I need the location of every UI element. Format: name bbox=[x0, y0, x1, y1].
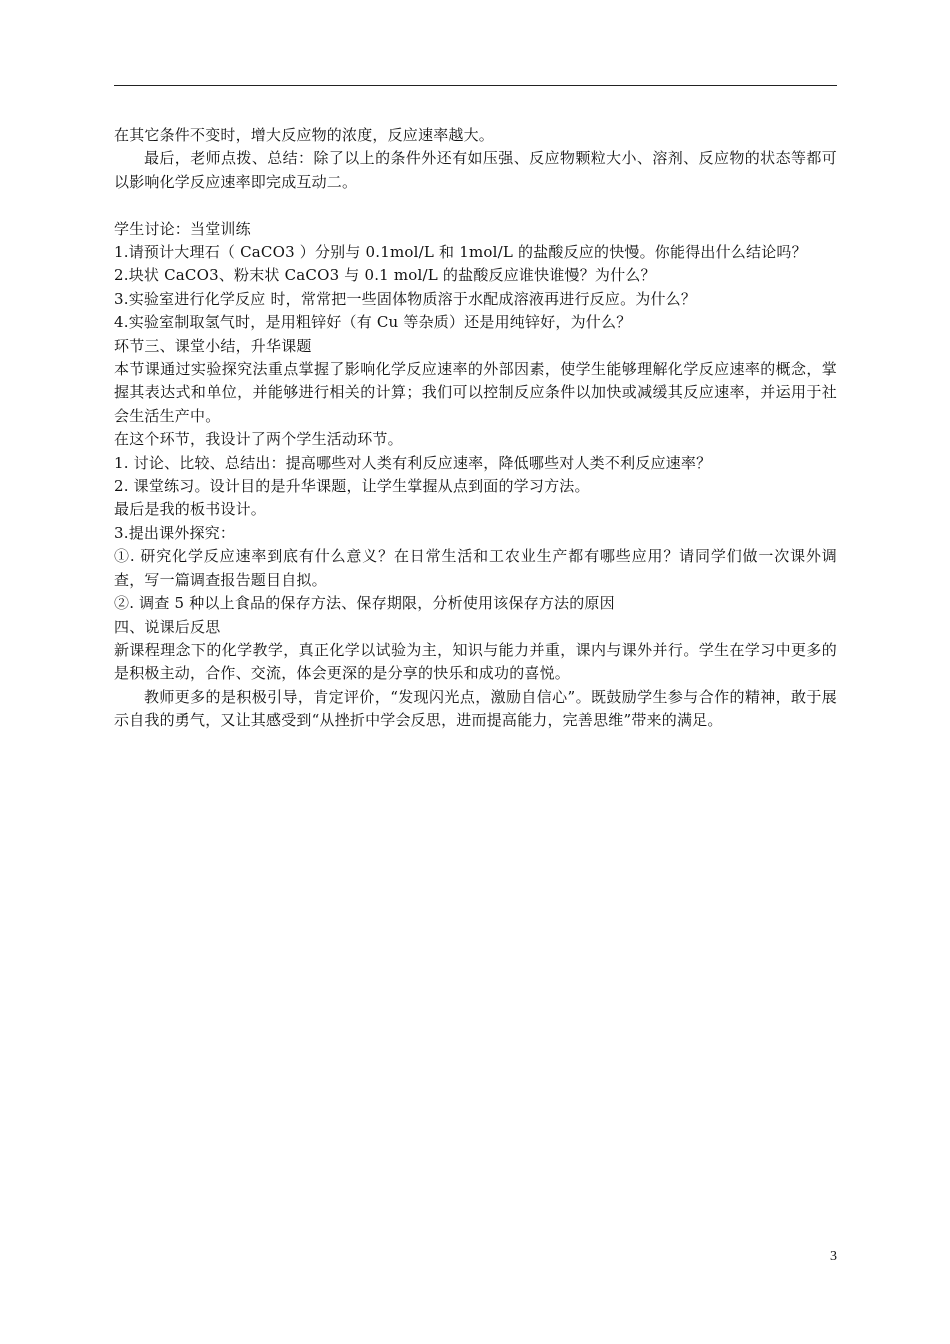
paragraph-conclusion: 在其它条件不变时，增大反应物的浓度，反应速率越大。 bbox=[114, 126, 495, 144]
paragraph-activities-intro: 在这个环节，我设计了两个学生活动环节。 bbox=[114, 430, 403, 449]
exercise-question-4: 4.实验室制取氢气时，是用粗锌好（有 Cu 等杂质）还是用纯锌好，为什么？ bbox=[114, 313, 632, 332]
blank-line bbox=[114, 194, 837, 217]
extracurricular-item-2: ②. 调查 5 种以上食品的保存方法、保存期限，分析使用该保存方法的原因 bbox=[114, 594, 615, 613]
paragraph-lesson-summary: 本节课通过实验探究法重点掌握了影响化学反应速率的外部因素，使学生能够理解化学反应速率的概念，掌握其表达式和单位，并能够进行相关的计算；我们可以控制反应条件以加快或减缓其反应速率，并运用于社会生活生产中。 bbox=[114, 360, 837, 425]
activity-item-1: 1. 讨论、比较、总结出：提高哪些对人类有利反应速率，降低哪些对人类不利反应速率？ bbox=[114, 453, 712, 472]
extracurricular-item-1: ①. 研究化学反应速率到底有什么意义？在日常生活和工农业生产都有哪些应用？请同学们做一次课外调查，写一篇调查报告题目自拟。 bbox=[114, 547, 837, 589]
paragraph-discussion-heading: 学生讨论：当堂训练 bbox=[114, 219, 251, 238]
paragraph-extracurricular-heading: 3.提出课外探究： bbox=[114, 523, 236, 542]
document-body bbox=[114, 124, 837, 733]
header-rule bbox=[114, 85, 837, 86]
paragraph-reflection-1: 新课程理念下的化学教学，真正化学以试验为主，知识与能力并重，课内与课外并行。学生在学习中更多的是积极主动，合作、交流，体会更深的是分享的快乐和成功的喜悦。 bbox=[114, 640, 837, 683]
paragraph-reflection-2: 教师更多的是积极引导，肯定评价，“发现闪光点，激励自信心”。既鼓励学生参与合作的精神，敢于展示自我的勇气，又让其感受到“从挫折中学会反思，进而提高能力，完善思维”带来的满足。 bbox=[114, 687, 837, 730]
paragraph-teacher-summary: 最后，老师点拨、总结：除了以上的条件外还有如压强、反应物颗粒大小、溶剂、反应物的状态等都可以影响化学反应速率即完成互动二。 bbox=[114, 149, 837, 191]
section-heading-reflection: 四、说课后反思 bbox=[114, 617, 221, 636]
page-number: 3 bbox=[830, 1249, 837, 1264]
exercise-question-2: 2.块状 CaCO3、粉末状 CaCO3 与 0.1 mol/L 的盐酸反应谁快谁慢？为什么？ bbox=[114, 266, 656, 285]
paragraph-blackboard: 最后是我的板书设计。 bbox=[114, 500, 267, 519]
activity-item-2: 2. 课堂练习。设计目的是升华课题，让学生掌握从点到面的学习方法。 bbox=[114, 477, 590, 496]
exercise-question-1: 1.请预计大理石（ CaCO3 ）分别与 0.1mol/L 和 1mol/L 的盐酸反应的快慢。你能得出什么结论吗？ bbox=[114, 243, 807, 262]
section-heading-summary: 环节三、课堂小结，升华课题 bbox=[114, 336, 312, 355]
exercise-question-3: 3.实验室进行化学反应 时，常常把一些固体物质溶于水配成溶液再进行反应。为什么？ bbox=[114, 289, 697, 308]
